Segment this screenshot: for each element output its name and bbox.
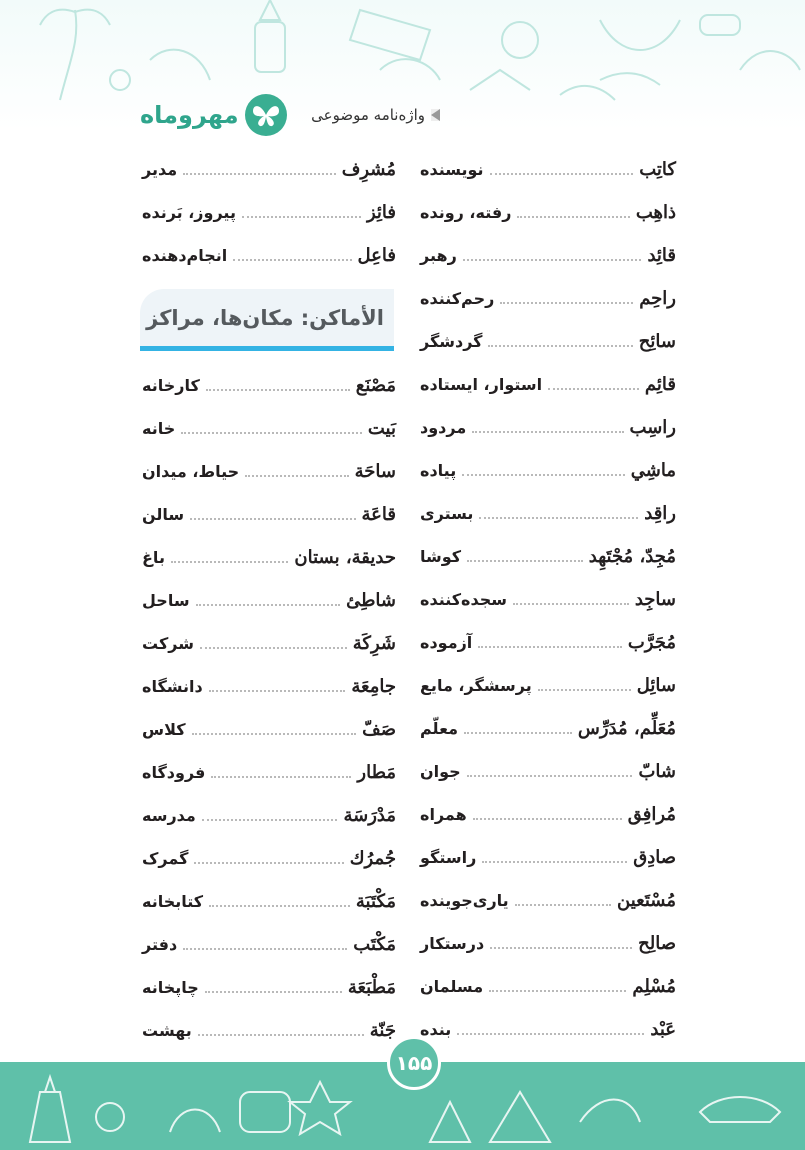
vocab-row: [142, 191, 396, 234]
leader-dots: [467, 560, 583, 562]
vocab-row: [142, 579, 396, 622]
vocab-row: [420, 578, 676, 621]
vocab-meaning: فرودگاه: [142, 763, 206, 782]
vocab-meaning: درستكار: [420, 934, 485, 953]
vocab-row: [142, 364, 396, 407]
leader-dots: [196, 604, 341, 606]
vocab-term: مَصْنَع: [355, 375, 396, 396]
vocab-row: [142, 234, 396, 277]
vocab-row: [142, 536, 396, 579]
vocab-meaning: شركت: [142, 634, 194, 653]
vocab-meaning: جوان: [420, 762, 461, 781]
vocab-row: [420, 191, 676, 234]
vocab-meaning: كلاس: [142, 720, 186, 739]
vocab-row: [420, 879, 676, 922]
vocab-meaning: دانشگاه: [142, 677, 203, 696]
vocab-row: [420, 234, 676, 277]
vocab-term: راحِم: [639, 288, 676, 309]
leader-dots: [209, 905, 350, 907]
vocab-row: [420, 363, 676, 406]
vocab-row: [142, 923, 396, 966]
vocab-row: [142, 407, 396, 450]
vocab-term: صَفّ: [362, 719, 396, 740]
vocab-meaning: كوشا: [420, 547, 462, 566]
leader-dots: [490, 947, 632, 949]
vocab-term: جامِعَة: [351, 676, 396, 697]
vocab-meaning: مسلمان: [420, 977, 484, 996]
vocab-term: جُمرُك: [349, 848, 396, 869]
vocab-term: قاعَة: [361, 504, 396, 525]
butterfly-logo-icon: [245, 94, 287, 136]
vocab-row: [420, 148, 676, 191]
vocab-term: راسِب: [629, 417, 676, 438]
left-vocab-column-places: [142, 364, 396, 1052]
vocab-term: شَرِكَة: [352, 633, 396, 654]
vocab-row: [420, 535, 676, 578]
section-heading: [140, 289, 394, 351]
vocab-meaning: مدرسه: [142, 806, 196, 825]
leader-dots: [183, 173, 336, 175]
vocab-meaning: بنده: [420, 1020, 452, 1039]
breadcrumb: [311, 106, 440, 124]
vocab-term: مَطْبَعَة: [347, 977, 396, 998]
vocab-meaning: انجام‌دهنده: [142, 246, 228, 265]
vocab-meaning: خانه: [142, 419, 176, 438]
vocab-term: قائِد: [647, 245, 676, 266]
leader-dots: [473, 818, 622, 820]
vocab-meaning: گمرک: [142, 849, 189, 868]
vocab-row: [420, 793, 676, 836]
leader-dots: [181, 432, 362, 434]
vocab-row: [420, 406, 676, 449]
vocab-meaning: حیاط، میدان: [142, 462, 240, 481]
leader-dots: [513, 603, 629, 605]
leader-dots: [233, 259, 351, 261]
vocab-row: [420, 965, 676, 1008]
vocab-meaning: آزموده: [420, 633, 473, 652]
vocab-row: [420, 1008, 676, 1051]
vocab-row: [142, 794, 396, 837]
vocab-row: [420, 320, 676, 363]
vocab-row: [420, 750, 676, 793]
vocab-row: [142, 880, 396, 923]
vocab-term: حديقة، بستان: [294, 547, 396, 568]
vocab-row: [142, 148, 396, 191]
vocab-term: فاعِل: [357, 245, 396, 266]
vocab-meaning: كتابخانه: [142, 892, 204, 911]
leader-dots: [194, 862, 343, 864]
leader-dots: [489, 990, 626, 992]
vocab-term: فائِز: [366, 202, 396, 223]
leader-dots: [490, 173, 634, 175]
vocab-row: [142, 751, 396, 794]
vocab-row: [420, 621, 676, 664]
leader-dots: [488, 345, 632, 347]
vocab-term: كاتِب: [639, 159, 676, 180]
leader-dots: [183, 948, 347, 950]
vocab-row: [142, 708, 396, 751]
triangle-marker-icon: [431, 109, 440, 121]
vocab-meaning: گردشگر: [420, 332, 483, 351]
leader-dots: [479, 517, 638, 519]
leader-dots: [457, 1033, 644, 1035]
vocab-term: مُرافِق: [627, 804, 676, 825]
vocab-meaning: پیاده: [420, 461, 457, 480]
vocab-term: جَنّة: [369, 1020, 396, 1041]
vocab-meaning: سالن: [142, 505, 185, 524]
vocab-meaning: پیروز، بَرنده: [142, 203, 236, 222]
vocab-meaning: رهبر: [420, 246, 457, 265]
vocab-term: شابّ: [638, 761, 676, 782]
leader-dots: [482, 861, 627, 863]
right-vocab-column: [420, 148, 676, 1051]
vocab-term: مُشرِف: [341, 159, 396, 180]
vocab-term: شاطِئ: [346, 590, 396, 611]
vocab-row: [420, 707, 676, 750]
leader-dots: [472, 431, 623, 433]
leader-dots: [538, 689, 631, 691]
vocab-term: عَبْد: [650, 1019, 676, 1040]
vocab-meaning: كارخانه: [142, 376, 200, 395]
leader-dots: [171, 561, 288, 563]
vocab-meaning: نویسنده: [420, 160, 484, 179]
vocab-row: [142, 450, 396, 493]
vocab-meaning: رحم‌كننده: [420, 289, 495, 308]
leader-dots: [205, 991, 342, 993]
vocab-meaning: دفتر: [142, 935, 178, 954]
vocab-term: راقِد: [644, 503, 676, 524]
vocab-meaning: مردود: [420, 418, 467, 437]
leader-dots: [200, 647, 347, 649]
leader-dots: [515, 904, 611, 906]
leader-dots: [242, 216, 361, 218]
vocab-meaning: استوار، ایستاده: [420, 375, 543, 394]
vocab-row: [142, 1009, 396, 1052]
vocab-row: [142, 622, 396, 665]
vocab-term: مَطار: [357, 762, 396, 783]
vocab-meaning: یاری‌جوینده: [420, 891, 509, 910]
vocab-meaning: ساحل: [142, 591, 190, 610]
vocab-term: سائِل: [636, 675, 676, 696]
leader-dots: [517, 216, 629, 218]
section-title: الأماكن: مكان‌ها، مراكز: [146, 305, 384, 330]
leader-dots: [190, 518, 355, 520]
vocab-term: صالِح: [638, 933, 676, 954]
vocab-meaning: چاپخانه: [142, 978, 199, 997]
vocab-term: صادِق: [633, 847, 676, 868]
vocab-term: ساحَة: [354, 461, 396, 482]
brand: [140, 92, 287, 138]
leader-dots: [245, 475, 349, 477]
vocab-term: قائِم: [644, 374, 676, 395]
leader-dots: [463, 259, 642, 261]
vocab-row: [142, 966, 396, 1009]
vocab-term: مُجِدّ، مُجْتَهِد: [588, 546, 676, 567]
vocab-meaning: معلّم: [420, 719, 459, 738]
vocab-row: [420, 664, 676, 707]
leader-dots: [198, 1034, 364, 1036]
vocab-meaning: رفته، رونده: [420, 203, 512, 222]
vocab-term: مُسْلِم: [632, 976, 676, 997]
vocab-term: ماشِي: [630, 460, 676, 481]
vocab-row: [420, 922, 676, 965]
leader-dots: [202, 819, 338, 821]
vocab-term: ذاهِب: [635, 202, 676, 223]
vocab-meaning: سجده‌كننده: [420, 590, 508, 609]
vocab-term: بَیت: [367, 418, 396, 439]
vocab-meaning: مدیر: [142, 160, 178, 179]
page-number-badge: [387, 1036, 441, 1090]
vocab-row: [420, 277, 676, 320]
leader-dots: [209, 690, 346, 692]
vocab-row: [142, 837, 396, 880]
vocab-meaning: بستری: [420, 504, 474, 523]
page-number: ۱۵۵: [395, 1051, 433, 1075]
leader-dots: [548, 388, 639, 390]
page-header: [140, 92, 440, 138]
breadcrumb-label: واژه‌نامه موضوعی: [311, 106, 425, 124]
vocab-meaning: پرسشگر، مایع: [420, 676, 532, 695]
leader-dots: [500, 302, 633, 304]
vocab-term: مَكْتَبَة: [355, 891, 396, 912]
vocab-term: ساجِد: [634, 589, 676, 610]
left-vocab-column-top: [142, 148, 396, 277]
leader-dots: [211, 776, 351, 778]
vocab-meaning: راستگو: [420, 848, 477, 867]
vocab-meaning: بهشت: [142, 1021, 192, 1040]
vocab-row: [142, 493, 396, 536]
vocab-row: [420, 449, 676, 492]
leader-dots: [464, 732, 572, 734]
vocab-term: مَكْتَب: [353, 934, 396, 955]
leader-dots: [478, 646, 622, 648]
vocab-meaning: باغ: [142, 548, 165, 567]
vocab-term: مَدْرَسَة: [343, 805, 396, 826]
leader-dots: [192, 733, 357, 735]
vocab-meaning: همراه: [420, 805, 467, 824]
vocab-term: سائِح: [638, 331, 676, 352]
leader-dots: [462, 474, 625, 476]
leader-dots: [206, 389, 350, 391]
vocab-row: [420, 836, 676, 879]
brand-name: مهروماه: [140, 101, 239, 129]
vocab-row: [142, 665, 396, 708]
vocab-term: مُعَلِّم، مُدَرِّس: [577, 718, 676, 739]
vocab-term: مُسْتَعين: [617, 890, 676, 911]
vocab-term: مُجَرَّب: [627, 632, 676, 653]
vocab-row: [420, 492, 676, 535]
leader-dots: [467, 775, 633, 777]
